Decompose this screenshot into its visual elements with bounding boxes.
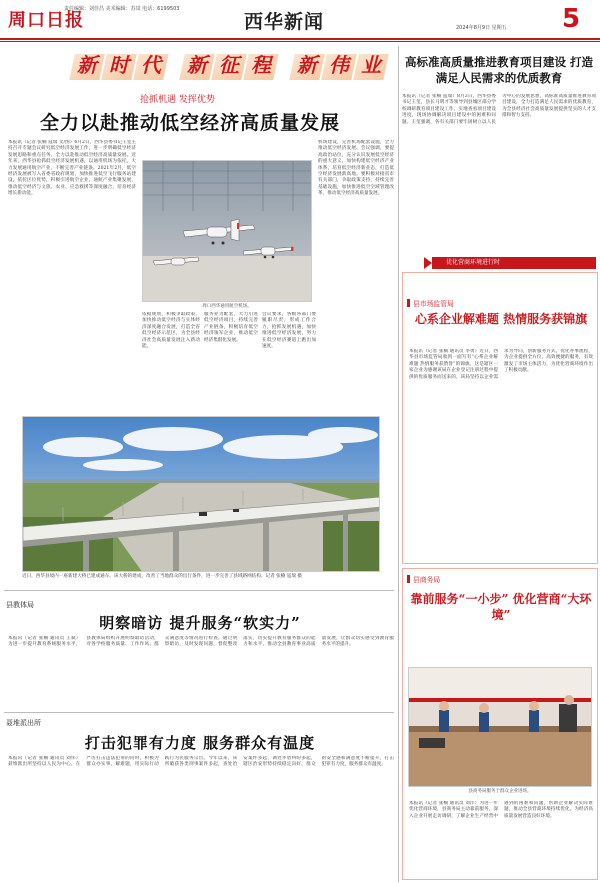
main-kicker: 抢抓机遇 发挥优势 [140,95,215,105]
dept-marker [407,575,410,583]
main-article-col5: 会议要求，各级各部门要履职尽责，形成工作合力，抢抓发展机遇，加快推进低空经济发展，努力在低空经济赛道上跑出加速度。 [262,312,316,350]
education-headline: 高标准高质量推进教育项目建设 打造满足人民需求的优质教育 [404,55,593,85]
edu-sports-body: 本报讯（记者 张楠 通讯员 王斌）为进一步提升教育系统服务水平，县教体局组织开展明察暗访活动，对各学校服务质量、工作作风、群众满意度等情况进行检查。通过明察暗访，及时发现问题，督促整改落实，切实提升教育服务群众的能力和水平，推动全县教育事业高质量发展，让群众切实感受到教育服务水平的提升。 [8,636,394,648]
hangar-photo [142,160,312,302]
police-body: 本报讯（记者 张楠 通讯员 刘伟）聂堆派出所坚持以人民为中心，在严厉打击违法犯罪的同时，积极为群众办实事、解难题，用实际行动践行为民服务宗旨。今年以来，该所破获各类刑事案件多起，查处治安案件多起，调处矛盾纠纷多起，辖区治安形势持续稳定向好，群众的安全感和满意度不断提升，打击犯罪有力度，服务群众有温度。 [8,756,394,768]
commerce-body: 本报讯（记者 张楠 通讯员 刘洋）为进一步优化营商环境，县商务局主动靠前服务，深入企业开展走访调研，了解企业生产经营中遇到的困难和问题，帮助企业解决实际难题，推动全县营商环境持续优化，为经济高质量发展营造良好环境。 [409,801,593,819]
commerce-headline: 靠前服务“一小步” 优化营商“大环境” [410,592,592,622]
header-rule-thin [0,41,600,42]
education-article-body: 本报讯（记者 张楠 寇瑞）8月3日，西华县委书记王玺，县长马明才等领导到县城区部分学校调研教育项目建设工作，实地查看项目建设进度，现场协调解决项目建设中的困难和问题。王玺强调，各有关部门要牢固树立以人民为中心的发展思想，高标准高质量推进教育项目建设，全力打造满足人民需求的优质教育，为全县经济社会高质量发展提供坚实的人才支撑和智力支持。 [402,94,596,125]
section-divider [4,712,394,713]
bridge-photo-caption: 近日，西华县境内一座新建大桥已建成通车。该大桥的建成，改善了当地群众的出行条件，进一步完善了县域路网结构。记者 张楠 寇瑞 摄 [22,574,303,579]
edu-sports-dept-label: 县教体局 [6,601,34,609]
editor-info: 责任编辑：刘佳昌 美术编辑：苏岚 电话：6199503 [64,6,180,12]
main-article-col1: 本报讯（记者 张楠 寇瑞 文/图）6月2日，西华县委书记王玺主持召开专题会议研究低空经济发展工作，进一步明确低空经济发展思路和重点任务，全力以赴推动低空经济高质量发展。近年来，西华县抢抓低空经济发展机遇，以通用机场为依托，大力发展通用航空产业，不断完善产业链条。2021年2月，低空经济发展被写入省委省政府规划，加快推进低空飞行服务站建设。依托区位优势，积极引进航空企业，通航产业集聚发展，推动低空经济与文旅、农业、应急救援等深度融合，培育经济增长新动能。 [8,140,136,197]
masthead [0,0,600,40]
slogan-char: 伟 [329,53,349,77]
slogan-char: 新 [297,53,317,77]
hangar-photo-caption: 周口西华通用航空机场。 [202,304,252,309]
edu-sports-headline: 明察暗访 提升服务“软实力” [99,614,301,632]
slogan-char: 新 [187,53,207,77]
slogan-char: 业 [361,53,381,77]
optimize-business-header: 优化营商环境进行时 [432,257,596,269]
slogan-char: 时 [109,53,129,77]
main-article-col4: 服务业为配套，大力引进低空经济项目，持续完善产业链条，积极培育低空经济领军企业，推动低空经济集群化发展。 [204,312,258,343]
section-divider [4,590,394,591]
section-title: 西华新闻 [244,11,325,33]
issue-date: 2024年8月9日 星期五 [456,25,507,31]
main-article-col2: 机场建设，完善机场配套设施，全力推动低空经济发展。会议强调，要提高政治站位，充分认识发展低空经济的重大意义，加快构建低空经济产业体系，培育低空经济新业态，打造低空经济发展新高地。要积极对接省市有关部门，争取政策支持，持续完善基础设施，加快推进低空空域管理改革，推动低空经济高质量发展。 [318,140,394,197]
market-supervision-headline: 心系企业解难题 热情服务获锦旗 [414,312,588,326]
page-number: 5 [562,4,581,34]
police-dept-label: 聂堆派出所 [6,719,41,727]
newspaper-logo: 周口日报 [8,10,84,31]
dept-label: 县商务局 [413,576,441,584]
slogan-char: 代 [141,53,161,77]
service-hall-photo [408,667,592,787]
main-article-col3: 依据规划，积极争取政策，加快推动低空经济与实体经济深度融合发展，打造全省低空经济示范区，为全县经济社会高质量发展注入新动能。 [142,312,200,350]
service-photo-caption: 县商务局服务于群众企业进场。 [468,789,532,794]
header-rule [0,38,600,40]
dept-marker [407,299,410,307]
slogan-char: 新 [77,53,97,77]
slogan-char: 程 [251,53,271,77]
police-headline: 打击犯罪有力度 服务群众有温度 [84,734,316,752]
market-supervision-box [402,272,598,564]
column-divider [398,46,399,882]
slogan-banner [30,52,400,86]
slogan-char: 征 [219,53,239,77]
bridge-photo [22,416,380,572]
main-headline: 全力以赴推动低空经济高质量发展 [40,112,341,134]
section-arrow-icon [424,257,432,269]
market-supervision-body: 本报讯（记者 张楠 通讯员 李勇）近日，西华县市场监管局收到一面写有“心系企业解难题 热情服务获赞誉”的锦旗，这是辖区一家企业为感谢该局在企业登记注册过程中提供的优质服务而送来的。该局坚持以企业需求为导向，创新服务方式，优化办事流程，为企业提供全方位、高效便捷的服务，有效激发了市场主体活力，为优化营商环境作出了积极贡献。 [409,349,593,380]
dept-label: 县市场监管局 [413,300,454,308]
